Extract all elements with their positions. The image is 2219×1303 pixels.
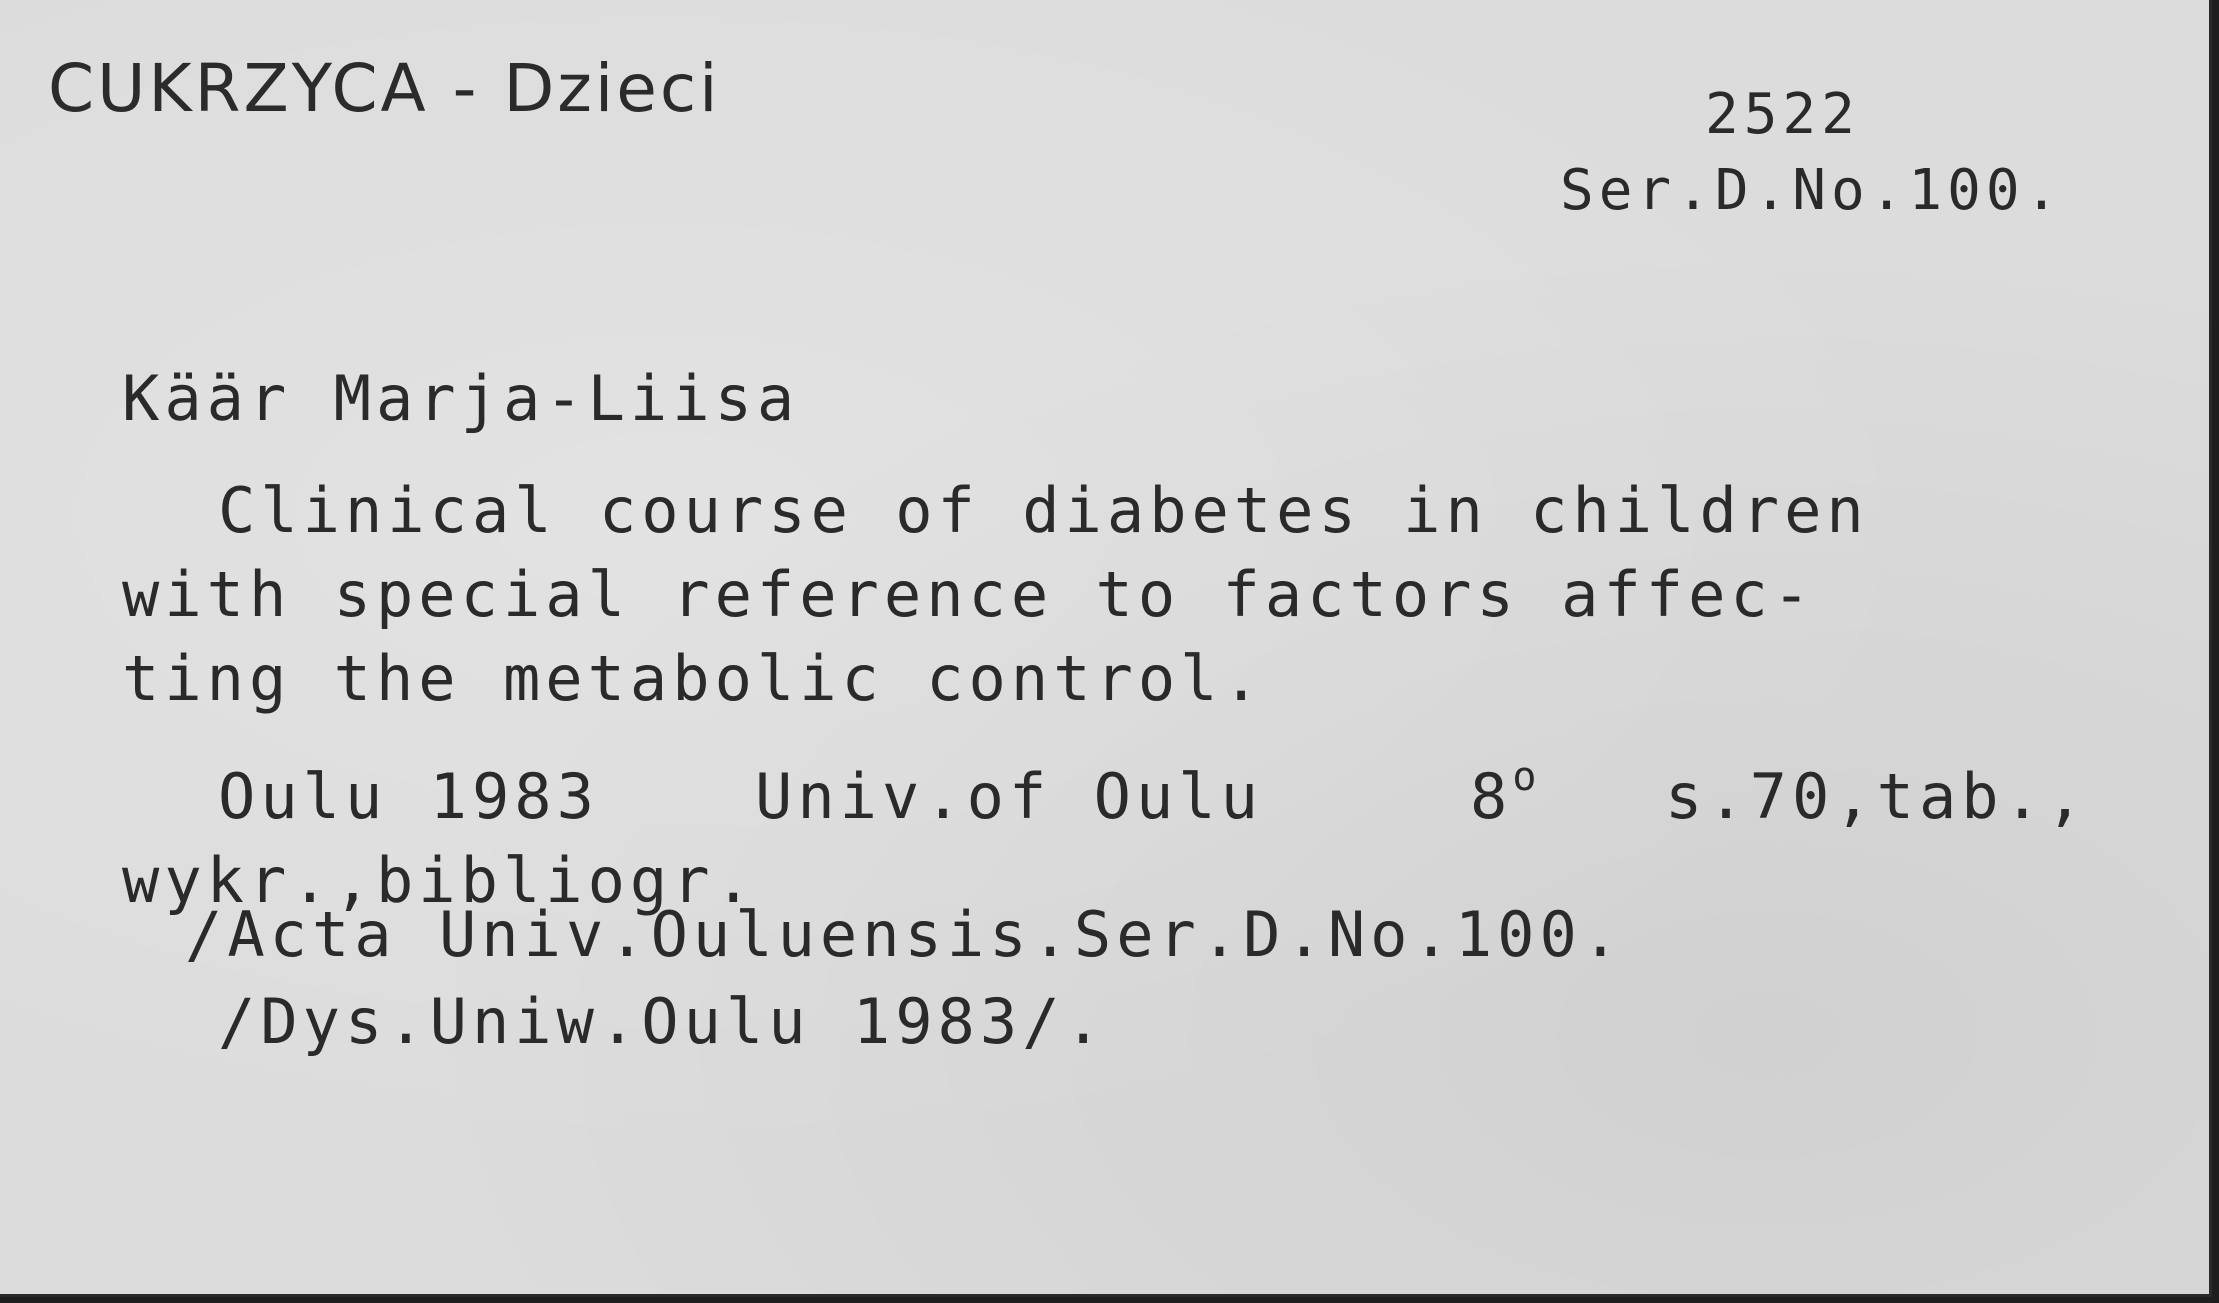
title-line: ting the metabolic control. — [122, 642, 1265, 715]
imprint-publisher: Univ.of Oulu — [755, 760, 1263, 833]
subject-heading: CUKRZYCA - Dzieci — [48, 50, 721, 127]
title-line: Clinical course of diabetes in children — [218, 474, 1869, 547]
call-number: 2522 — [1705, 82, 1860, 147]
imprint-extent: s.70,tab., — [1665, 760, 2089, 833]
title-line: with special reference to factors affec- — [122, 558, 1816, 631]
notes-line: wykr.,bibliogr. — [122, 844, 757, 917]
series-statement: /Acta Univ.Ouluensis.Ser.D.No.100. — [185, 898, 1625, 971]
format-superscript: o — [1512, 754, 1542, 800]
series-number: Ser.D.No.100. — [1560, 158, 2064, 223]
thesis-note: /Dys.Uniw.Oulu 1983/. — [218, 985, 1107, 1058]
imprint-format — [1470, 754, 1542, 833]
author: Käär Marja-Liisa — [122, 362, 800, 435]
imprint-place-year: Oulu 1983 — [218, 760, 599, 833]
format-number: 8 — [1470, 760, 1513, 833]
